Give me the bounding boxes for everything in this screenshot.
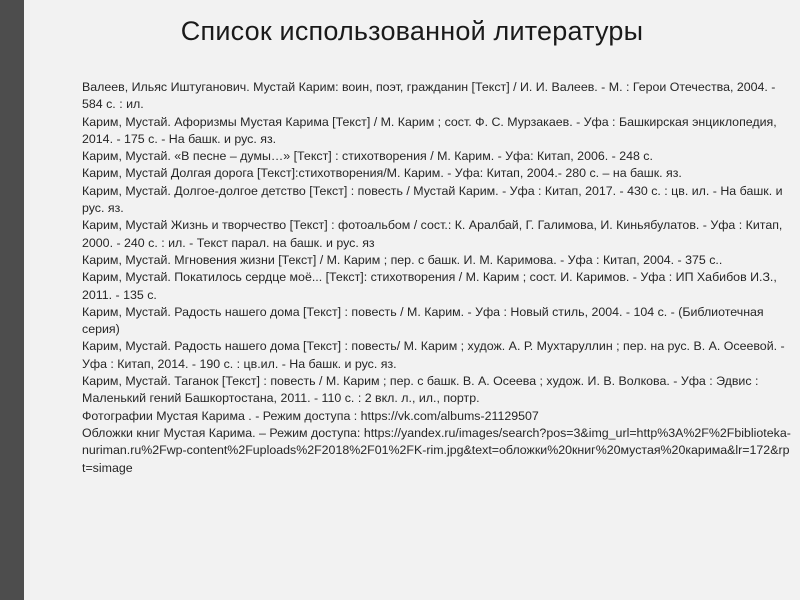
- reference-item: Карим, Мустай. Долгое-долгое детство [Текст] : повесть / Мустай Карим. - Уфа : Китап, 2017. - 430 с. : цв. ил. - На башк. и рус. яз.: [82, 183, 783, 216]
- left-accent-bar: [0, 0, 24, 600]
- reference-list: [82, 79, 792, 477]
- slide-title: Список использованной литературы: [180, 16, 644, 46]
- reference-item: Карим, Мустай. Радость нашего дома [Текст] : повесть/ М. Карим ; худож. А. Р. Мухтаруллин ; пер. на рус. В. А. Осеевой. - Уфа : Китап, 2014. - 190 с. : цв.ил. - На башк. и рус. яз.: [82, 339, 785, 371]
- reference-item: Валеев, Ильяс Иштуганович. Мустай Карим: воин, поэт, гражданин [Текст] / И. И. Валеев. - М. : Герои Отечества, 2004. - 584 с. : ил.: [82, 80, 776, 112]
- reference-item: Карим, Мустай Жизнь и творчество [Текст] : фотоальбом / сост.: К. Аралбай, Г. Галимова, И. Киньябулатов. - Уфа : Китап, 2000. - 240 с. : ил. - Текст парал. на башк. и рус. яз: [82, 218, 783, 250]
- reference-item: Карим, Мустай Долгая дорога [Текст]:стихотворения/М. Карим. - Уфа: Китап, 2004.- 280 с. – на башк. яз.: [82, 166, 682, 181]
- reference-link-covers[interactable]: Обложки книг Мустая Карима. – Режим доступа: https://yandex.ru/images/search?pos=3&img_url=http%3A%2F%2Fbiblioteka-nuriman.ru%2Fwp-content%2Fuploads%2F2018%2F01%2FK-rim.jpg&text=обложки%20книг%20мустая%20карима&lr=172&rpt=simage: [82, 425, 791, 475]
- reference-item: Карим, Мустай. Покатилось сердце моё... [Текст]: стихотворения / М. Карим ; сост. И. Каримов. - Уфа : ИП Хабибов И.З., 2011. - 135 с.: [82, 270, 777, 302]
- reference-item: Карим, Мустай. «В песне – думы…» [Текст] : стихотворения / М. Карим. - Уфа: Китап, 2006. - 248 с.: [82, 149, 653, 164]
- slide: [24, 0, 800, 600]
- reference-item: Карим, Мустай. Афоризмы Мустая Карима [Текст] / М. Карим ; сост. Ф. С. Мурзакаев. - Уфа : Башкирская энциклопедия, 2014. - 175 с. - На башк. и рус. яз.: [82, 114, 777, 146]
- reference-item: Карим, Мустай. Таганок [Текст] : повесть / М. Карим ; пер. с башк. В. А. Осеева ; худож. И. В. Волкова. - Уфа : Эдвис : Маленький гений Башкортостана, 2011. - 110 с. : 2 вкл. л., ил., портр.: [82, 374, 759, 406]
- reference-link-photos[interactable]: Фотографии Мустая Карима . - Режим доступа : https://vk.com/albums-21129507: [82, 408, 539, 423]
- reference-item: Карим, Мустай. Радость нашего дома [Текст] : повесть / М. Карим. - Уфа : Новый стиль, 2004. - 104 с. - (Библиотечная серия): [82, 304, 764, 337]
- reference-item: Карим, Мустай. Мгновения жизни [Текст] / М. Карим ; пер. с башк. И. М. Каримова. - Уфа : Китап, 2004. - 375 с..: [82, 252, 723, 267]
